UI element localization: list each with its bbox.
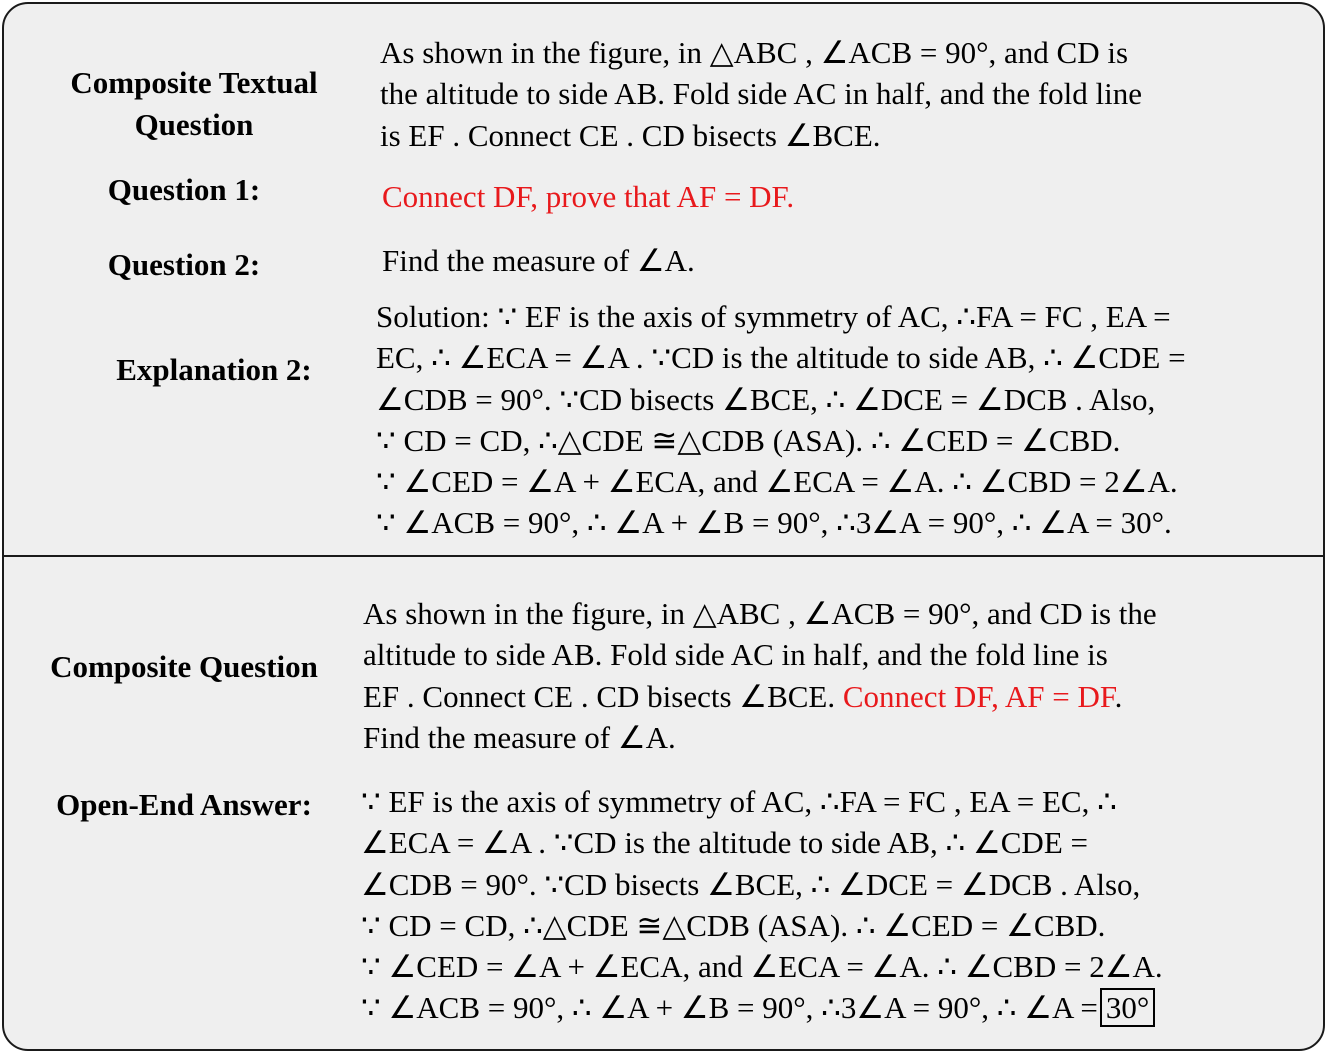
comparison-card	[2, 2, 1325, 1051]
explanation-line: ∵ ∠CED = ∠A + ∠ECA, and ∠ECA = ∠A. ∴ ∠CBD = 2∠A.	[376, 464, 1178, 500]
explanation-line: EC, ∴ ∠ECA = ∠A . ∵CD is the altitude to side AB, ∴ ∠CDE =	[376, 340, 1186, 376]
explanation-2-text	[376, 296, 1186, 544]
problem-line: is EF . Connect CE . CD bisects ∠BCE.	[380, 117, 881, 153]
composite-line: Find the measure of ∠A.	[363, 719, 676, 755]
problem-line: As shown in the figure, in △ABC , ∠ACB = 90°, and CD is	[380, 35, 1129, 70]
question-1-text: Connect DF, prove that AF = DF.	[382, 179, 795, 214]
answer-line: ∠CDB = 90°. ∵CD bisects ∠BCE, ∴ ∠DCE = ∠DCB . Also,	[361, 866, 1141, 902]
section-divider	[4, 555, 1323, 557]
explanation-line: ∵ CD = CD, ∴△CDE ≅△CDB (ASA). ∴ ∠CED = ∠CBD.	[376, 422, 1121, 458]
highlighted-condition: Connect DF, AF = DF	[842, 678, 1115, 714]
composite-line	[363, 676, 1157, 717]
explanation-line: ∠CDB = 90°. ∵CD bisects ∠BCE, ∴ ∠DCE = ∠DCB . Also,	[376, 381, 1156, 417]
answer-line: ∵ EF is the axis of symmetry of AC, ∴FA = FC , EA = EC, ∴	[361, 784, 1117, 819]
problem-line: the altitude to side AB. Fold side AC in half, and the fold line	[380, 76, 1142, 112]
explanation-line: ∵ ∠ACB = 90°, ∴ ∠A + ∠B = 90°, ∴3∠A = 90°, ∴ ∠A = 30°.	[376, 505, 1172, 541]
answer-last-line: ∵ ∠ACB = 90°, ∴ ∠A + ∠B = 90°, ∴3∠A = 90°, ∴ ∠A =	[361, 990, 1098, 1026]
composite-question-text	[363, 593, 1157, 758]
problem-statement	[380, 32, 1142, 156]
explanation-2-label: Explanation 2:	[116, 352, 312, 387]
answer-line: ∠ECA = ∠A . ∵CD is the altitude to side AB, ∴ ∠CDE =	[361, 825, 1088, 861]
explanation-line: Solution: ∵ EF is the axis of symmetry of AC, ∴FA = FC , EA =	[376, 299, 1171, 334]
composite-textual-question-label: Composite Textual Question	[70, 65, 318, 142]
answer-line: ∵ ∠CED = ∠A + ∠ECA, and ∠ECA = ∠A. ∴ ∠CBD = 2∠A.	[361, 949, 1163, 985]
question-2-label: Question 2:	[107, 247, 261, 282]
open-end-answer-text	[361, 781, 1163, 1029]
composite-line-period: .	[1114, 678, 1123, 714]
composite-question-label: Composite Question	[50, 649, 318, 684]
composite-line: As shown in the figure, in △ABC , ∠ACB = 90°, and CD is the	[363, 596, 1157, 631]
question-1-label: Question 1:	[107, 172, 261, 207]
answer-line: ∵ CD = CD, ∴△CDE ≅△CDB (ASA). ∴ ∠CED = ∠CBD.	[361, 907, 1106, 943]
composite-line: altitude to side AB. Fold side AC in half, and the fold line is	[363, 637, 1108, 673]
answer-line	[361, 987, 1163, 1028]
open-end-answer-label: Open-End Answer:	[56, 787, 312, 822]
composite-line-text: EF . Connect CE . CD bisects ∠BCE.	[363, 678, 836, 714]
question-2-text: Find the measure of ∠A.	[382, 243, 695, 278]
final-answer-box: 30°	[1100, 988, 1155, 1027]
